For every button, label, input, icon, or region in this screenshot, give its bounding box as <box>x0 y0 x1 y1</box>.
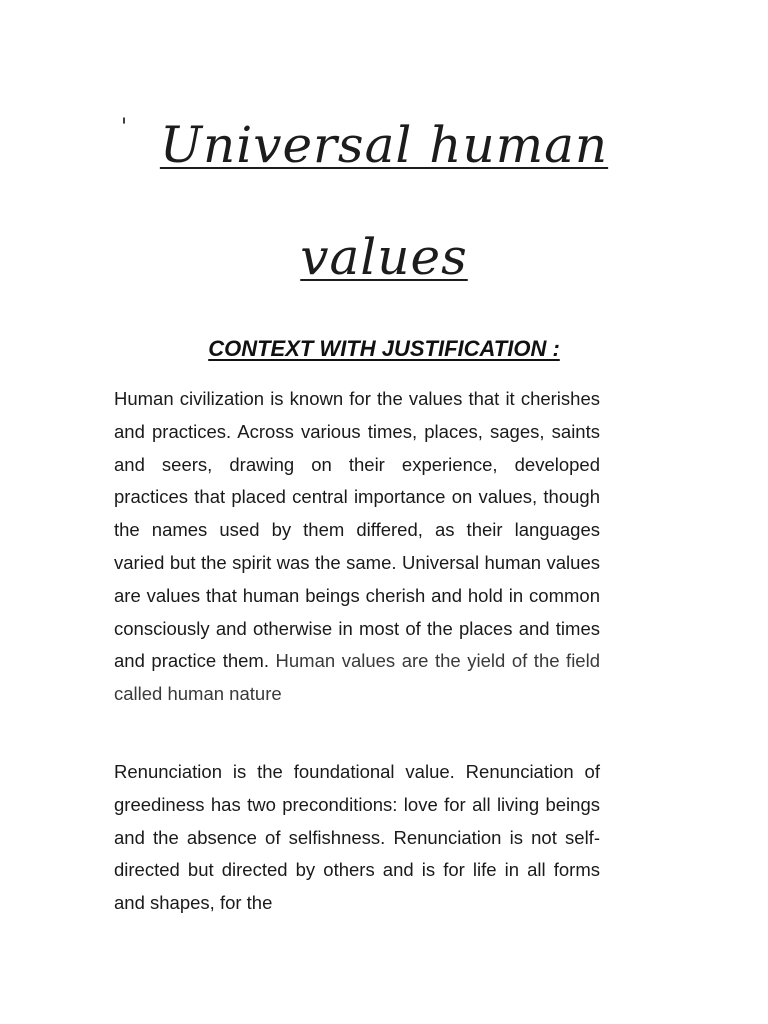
title-apostrophe-mark: ' <box>121 115 128 140</box>
paragraph-1-part-3: Human values are the yield of the field called human nature <box>114 650 600 705</box>
section-heading: CONTEXT WITH JUSTIFICATION : <box>208 336 560 361</box>
paragraph-context <box>114 383 600 711</box>
paragraph-1-part-1: Human civilization is known for the values that it cherishes and practices. <box>114 388 600 442</box>
document-title-text-1: Universal human <box>159 116 609 174</box>
paragraph-1-part-2: Across various times, places, sages, saints and seers, drawing on their experience, developed practices that placed central importance on values, though the names used by them differed, as their languages varied but the spirit was the same. Universal human values are values that human beings cherish and hold in common consciously and otherwise in most of the places and times and practice them. <box>114 420 600 672</box>
document-title-line-1 <box>0 116 768 174</box>
document-title-text-2: values <box>300 228 468 286</box>
paragraph-renunciation: Renunciation is the foundational value. Renunciation of greediness has two preconditions: love for all living beings and the absence of selfishness. Renunciation is not self-directed but directed by others and is for life in all forms and shapes, for the <box>114 761 600 914</box>
document-title-line-2 <box>0 228 768 286</box>
